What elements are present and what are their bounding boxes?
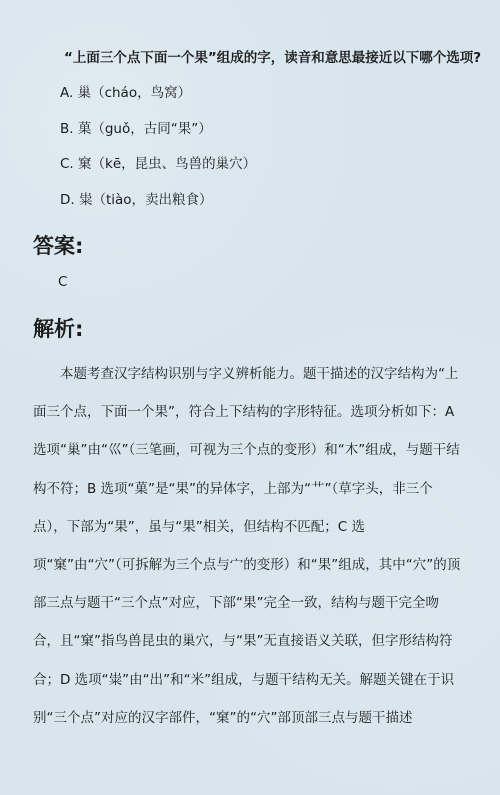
analysis-heading: 解析: <box>33 317 84 341</box>
analysis-paragraph: 本题考查汉字结构识别与字义辨析能力。题干描述的汉字结构为“上面三个点，下面一个果”，符合上下结构的字形特征。选项分析如下：A 选项“巢”由“巛”（三笔画，可视为三个点的变形）和“木”组成，与题干结构不符；B 选项“菓”是“果”的异体字，上部为“艹”（草字头，非三个点），下部为“果”，虽与“果”相关，但结构不匹配；C 选项“窠”由“穴”（可拆解为三个点与宀的变形）和“果”组成，其中“穴”的顶部三点与题干“三个点”对应，下部“果”完全一致，结构与题干完全吻合，且“窠”指鸟兽昆虫的巢穴，与“果”无直接语义关联，但字形结构符合；D 选项“粜”由“出”和“米”组成，与题干结构无关。解题关键在于识别“三个点”对应的汉字部件，“窠”的“穴”部顶部三点与题干描述 <box>33 366 461 726</box>
option-c: C. 窠（kē，昆虫、鸟兽的巢穴） <box>60 156 257 172</box>
answer-value: C <box>58 274 68 290</box>
option-d: D. 粜（tiào，卖出粮食） <box>60 192 213 208</box>
option-b: B. 菓（guǒ，古同“果”） <box>60 121 212 137</box>
answer-heading: 答案: <box>33 234 84 258</box>
question-text: “上面三个点下面一个果”组成的字，读音和意思最接近以下哪个选项? <box>64 50 482 66</box>
option-a: A. 巢（cháo，鸟窝） <box>60 85 192 101</box>
